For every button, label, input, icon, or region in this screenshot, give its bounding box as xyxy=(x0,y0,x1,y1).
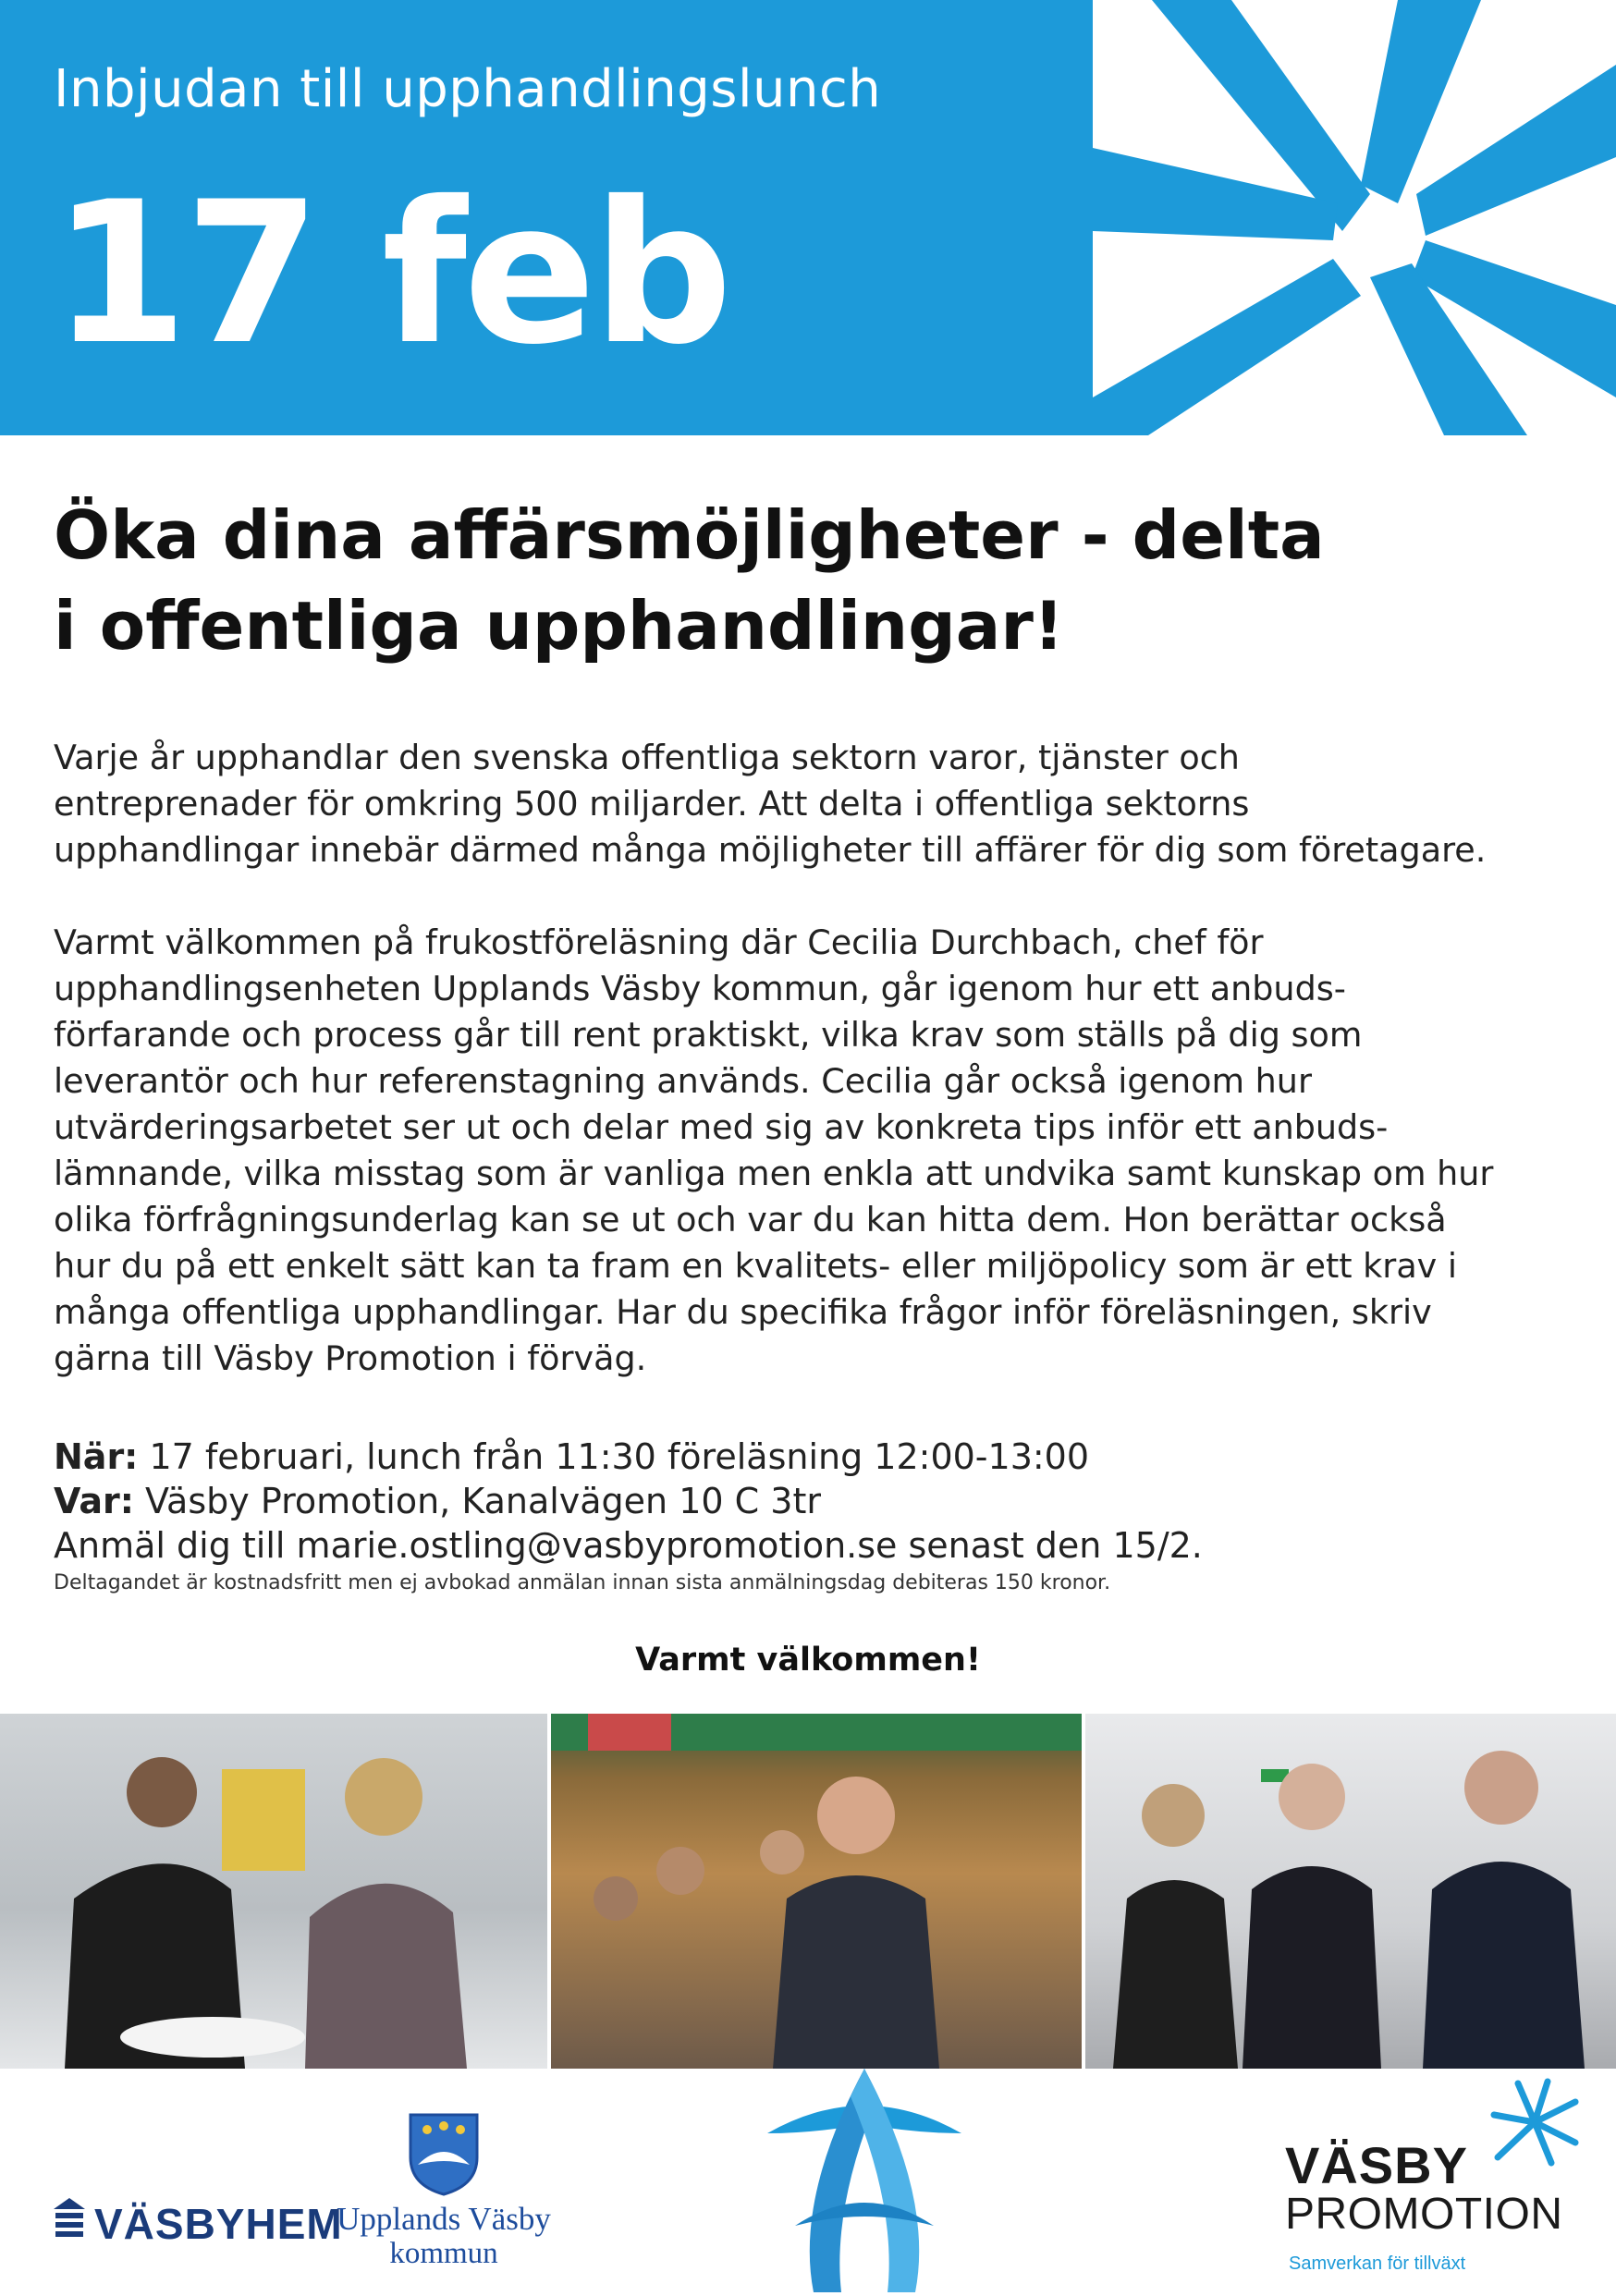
event-date: 17 feb xyxy=(52,159,729,387)
audience-photo-icon xyxy=(551,1714,1082,2069)
headline xyxy=(54,490,1551,671)
vasby-promotion-star-icon xyxy=(1490,2078,1579,2167)
vp-name-line-2: PROMOTION xyxy=(1285,2190,1563,2239)
ribbon-logo xyxy=(758,2069,971,2296)
text-line: upphandlingsenheten Upplands Väsby kommun, går igenom hur ett anbuds- xyxy=(54,969,1346,1008)
text-line: lämnande, vilka misstag som är vanliga men enkla att undvika samt kunskap om hur xyxy=(54,1154,1494,1193)
upplands-vasby-logo xyxy=(333,2111,555,2270)
where-row xyxy=(54,1479,1570,1523)
text-line: många offentliga upphandlingar. Har du specifika frågor inför föreläsningen, skriv xyxy=(54,1292,1432,1332)
star-graphic xyxy=(1093,0,1616,435)
headline-line-2: i offentliga upphandlingar! xyxy=(54,587,1064,665)
people-photo-icon xyxy=(0,1714,547,2069)
when-label: När: xyxy=(54,1436,139,1477)
vasbyhem-house-icon xyxy=(54,2198,85,2249)
photo-audience xyxy=(551,1714,1082,2069)
photo-networking-1 xyxy=(0,1714,547,2069)
vp-name-line-1: VÄSBY xyxy=(1285,2136,1468,2194)
details-paragraph xyxy=(54,920,1570,1382)
intro-paragraph xyxy=(54,735,1570,873)
where-label: Var: xyxy=(54,1481,134,1521)
vasbyhem-name: VÄSBYHEM xyxy=(94,2200,343,2248)
welcome-text: Varmt välkommen! xyxy=(635,1642,981,1679)
text-line: leverantör och hur referenstagning används. Cecilia går också igenom hur xyxy=(54,1061,1312,1101)
vp-tagline: Samverkan för tillväxt xyxy=(1289,2253,1466,2274)
invitation-title: Inbjudan till upphandlingslunch xyxy=(54,59,882,119)
text-line: Varje år upphandlar den svenska offentliga sektorn varor, tjänster och xyxy=(54,738,1240,777)
text-line: utvärderingsarbetet ser ut och delar med sig av konkreta tips inför ett anbuds- xyxy=(54,1107,1389,1147)
signup-line: Anmäl dig till marie.ostling@vasbypromotion.se senast den 15/2. xyxy=(54,1525,1203,1566)
headline-line-1: Öka dina affärsmöjligheter - delta xyxy=(54,496,1325,574)
text-line: entreprenader för omkring 500 miljarder. Att delta i offentliga sektorns xyxy=(54,784,1250,824)
vasbyhem-logo xyxy=(54,2198,343,2249)
municipal-crest-icon xyxy=(407,2111,481,2196)
where-value: Väsby Promotion, Kanalvägen 10 C 3tr xyxy=(133,1481,821,1521)
event-info xyxy=(54,1435,1570,1568)
photo-strip xyxy=(0,1714,1616,2069)
municipality-suffix: kommun xyxy=(389,2237,498,2270)
photo-networking-2 xyxy=(1085,1714,1616,2069)
header-banner xyxy=(0,0,1616,435)
ribbon-icon xyxy=(758,2069,971,2292)
text-line: hur du på ett enkelt sätt kan ta fram en kvalitets- eller miljöpolicy som är ett krav i xyxy=(54,1246,1458,1286)
fine-print: Deltagandet är kostnadsfritt men ej avbokad anmälan innan sista anmälningsdag debiteras 150 kronor. xyxy=(54,1571,1111,1594)
snowflake-star-icon xyxy=(1093,0,1616,435)
text-line: upphandlingar innebär därmed många möjligheter till affärer för dig som företagare. xyxy=(54,830,1487,870)
logo-row xyxy=(0,2069,1616,2292)
when-value: 17 februari, lunch från 11:30 föreläsning 12:00-13:00 xyxy=(138,1436,1090,1477)
when-row xyxy=(54,1435,1570,1479)
people-talking-photo-icon xyxy=(1085,1714,1616,2069)
municipality-name: Upplands Väsby xyxy=(337,2201,551,2237)
text-line: olika förfrågningsunderlag kan se ut och var du kan hitta dem. Hon berättar också xyxy=(54,1200,1447,1240)
text-line: gärna till Väsby Promotion i förväg. xyxy=(54,1338,647,1378)
text-line: Varmt välkommen på frukostföreläsning där Cecilia Durchbach, chef för xyxy=(54,922,1264,962)
text-line: förfarande och process går till rent praktiskt, vilka krav som ställs på dig som xyxy=(54,1015,1363,1055)
